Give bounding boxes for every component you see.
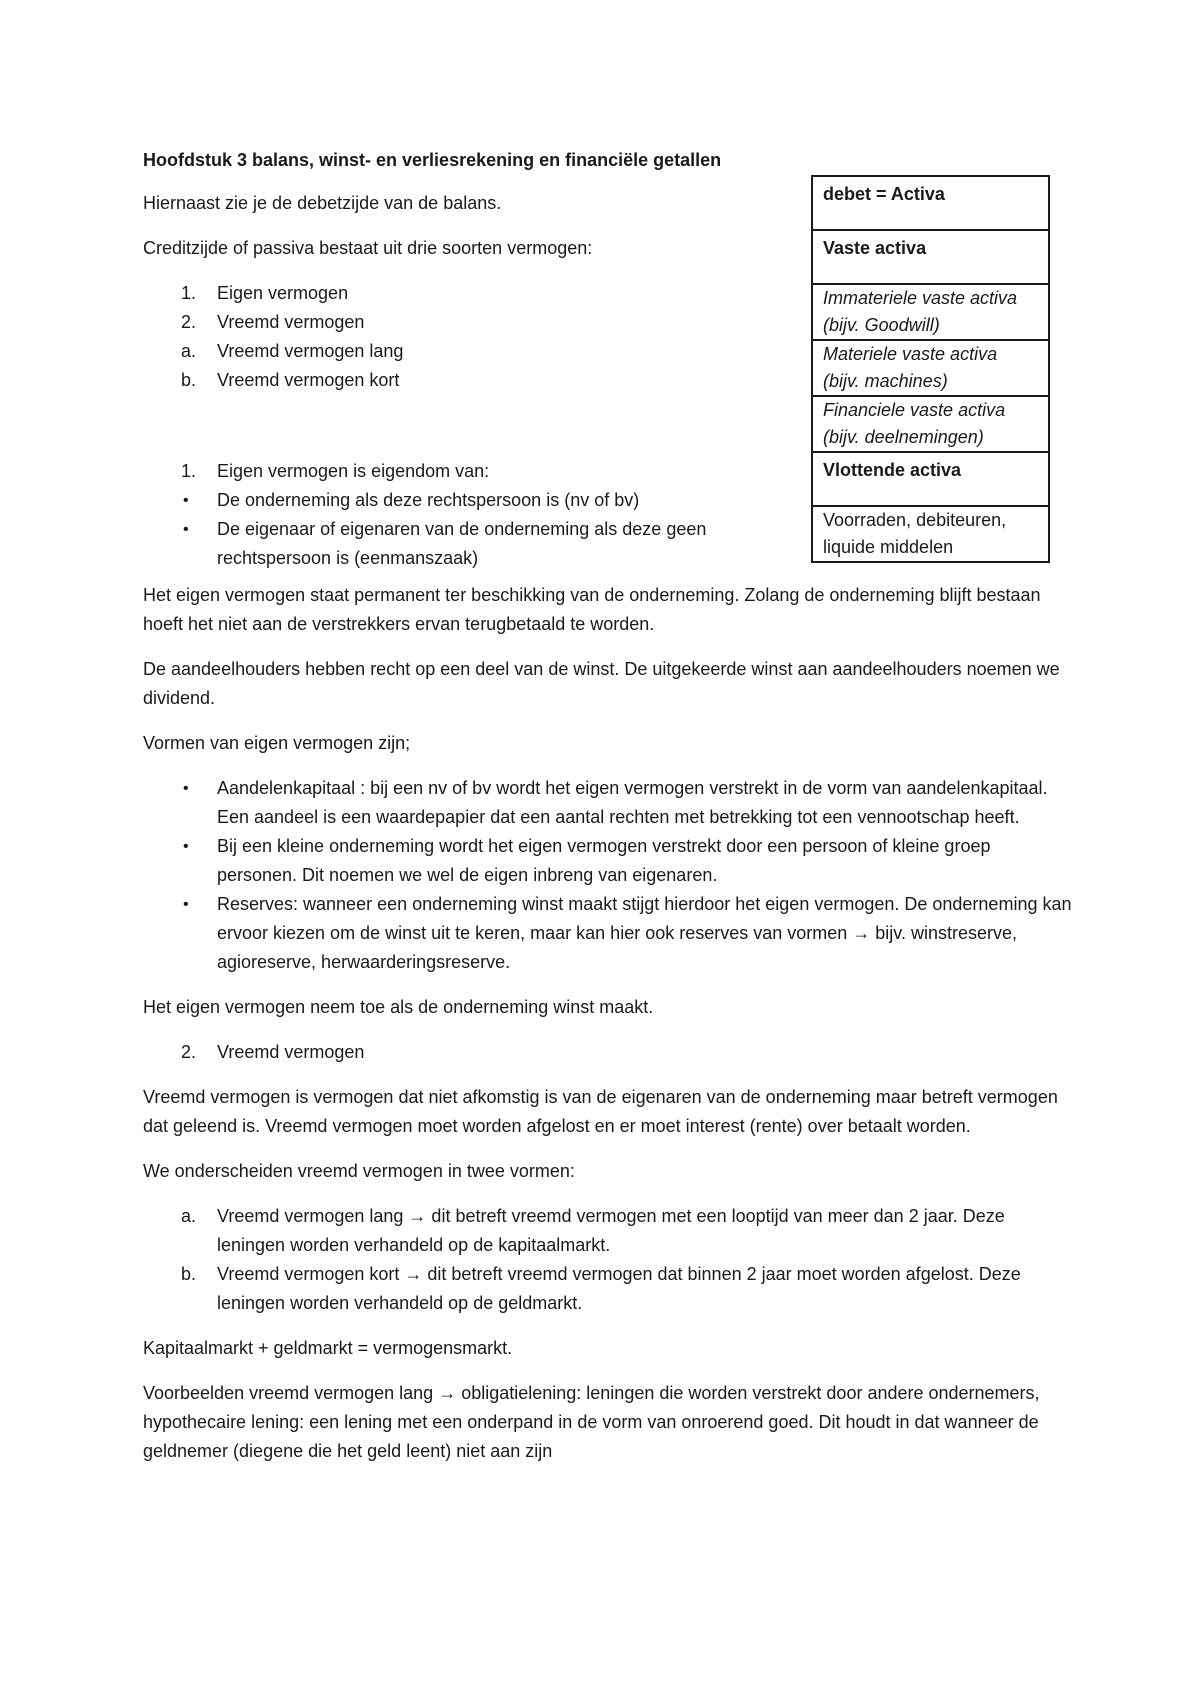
vormen-paragraph: Vormen van eigen vermogen zijn; <box>143 733 411 753</box>
vermogen-types-list <box>143 279 1073 395</box>
vermogensmarkt-paragraph: Kapitaalmarkt + geldmarkt = vermogensmarkt. <box>143 1338 513 1358</box>
intro-paragraph: Hiernaast zie je de debetzijde van de balans. <box>143 193 502 213</box>
forms-list <box>143 774 1073 977</box>
document-body <box>143 146 1073 1482</box>
list-item: 1. Eigen vermogen <box>181 283 349 303</box>
list-item: • Bij een kleine onderneming wordt het eigen vermogen verstrekt door een persoon of kleine groep personen. Dit noemen we wel de eigen inbreng van eigenaren. <box>143 832 1073 890</box>
bullet-icon: • <box>183 521 189 538</box>
permanent-paragraph: Het eigen vermogen staat permanent ter beschikking van de onderneming. Zolang de onderneming blijft bestaan hoeft het niet aan de verstrekkers ervan terugbetaald te worden. <box>143 585 1041 634</box>
twee-vormen-paragraph: We onderscheiden vreemd vermogen in twee vormen: <box>143 1161 575 1181</box>
creditzijde-paragraph: Creditzijde of passiva bestaat uit drie soorten vermogen: <box>143 238 593 258</box>
chapter-heading: Hoofdstuk 3 balans, winst- en verliesrekening en financiële getallen <box>143 150 722 170</box>
table-row-vlottende-activa: Vlottende activa <box>812 452 1049 506</box>
table-row-materiele: Materiele vaste activa (bijv. machines) <box>812 340 1049 396</box>
table-row-vaste-activa: Vaste activa <box>812 230 1049 284</box>
voorbeelden-paragraph: Voorbeelden vreemd vermogen lang → obligatielening: leningen die worden verstrekt door andere ondernemers, hypothecaire lening: een lening met een onderpand in de vorm van onroerend goed. Dit houdt in dat wanneer de geldnemer (diegene die het geld leent) niet aan zijn <box>143 1383 1040 1461</box>
list-item: • De eigenaar of eigenaren van de onderneming als deze geen rechtspersoon is (eenmanszaak) <box>143 515 783 573</box>
winst-paragraph: Het eigen vermogen neem toe als de onderneming winst maakt. <box>143 997 654 1017</box>
table-row-financiele: Financiele vaste activa (bijv. deelnemingen) <box>812 396 1049 452</box>
list-item: • De onderneming als deze rechtspersoon is (nv of bv) <box>143 486 783 515</box>
list-item: a. Vreemd vermogen lang <box>181 341 404 361</box>
table-row-immateriele: Immateriele vaste activa (bijv. Goodwill) <box>812 284 1049 340</box>
list-item: • Reserves: wanneer een onderneming winst maakt stijgt hierdoor het eigen vermogen. De onderneming kan ervoor kiezen om de winst uit te keren, maar kan hier ook reserves van vormen → bijv. winstreserve, agioreserve, herwaarderingsreserve. <box>143 890 1073 977</box>
vreemd-paragraph: Vreemd vermogen is vermogen dat niet afkomstig is van de eigenaren van de onderneming maar betreft vermogen dat geleend is. Vreemd vermogen moet worden afgelost en er moet interest (rente) over betaalt worden. <box>143 1087 1058 1136</box>
list-item: a. Vreemd vermogen lang → dit betreft vreemd vermogen met een looptijd van meer dan 2 jaar. Deze leningen worden verhandeld op de kapitaalmarkt. <box>181 1206 1005 1255</box>
table-header-debet: debet = Activa <box>812 176 1049 230</box>
table-row-voorraden: Voorraden, debiteuren, liquide middelen <box>812 506 1049 562</box>
list-item: b. Vreemd vermogen kort <box>181 370 400 390</box>
bullet-icon: • <box>183 780 189 797</box>
section-heading-vreemd-vermogen: 2. Vreemd vermogen <box>181 1042 365 1062</box>
bullet-icon: • <box>183 838 189 855</box>
section-heading-eigen-vermogen: 1. Eigen vermogen is eigendom van: <box>181 461 490 481</box>
list-item: b. Vreemd vermogen kort → dit betreft vreemd vermogen dat binnen 2 jaar moet worden afgelost. Deze leningen worden verhandeld op de geldmarkt. <box>181 1264 1021 1313</box>
list-item: • Aandelenkapitaal : bij een nv of bv wordt het eigen vermogen verstrekt in de vorm van aandelenkapitaal. Een aandeel is een waardepapier dat een aantal rechten met betrekking tot een vennootschap heeft. <box>143 774 1073 832</box>
vreemd-vormen-list <box>143 1202 1073 1318</box>
eigen-vermogen-section <box>143 457 783 573</box>
owners-list <box>143 486 783 573</box>
list-item: 2. Vreemd vermogen <box>181 312 365 332</box>
dividend-paragraph: De aandeelhouders hebben recht op een deel van de winst. De uitgekeerde winst aan aandeelhouders noemen we dividend. <box>143 659 1060 708</box>
bullet-icon: • <box>183 896 189 913</box>
bullet-icon: • <box>183 492 189 509</box>
